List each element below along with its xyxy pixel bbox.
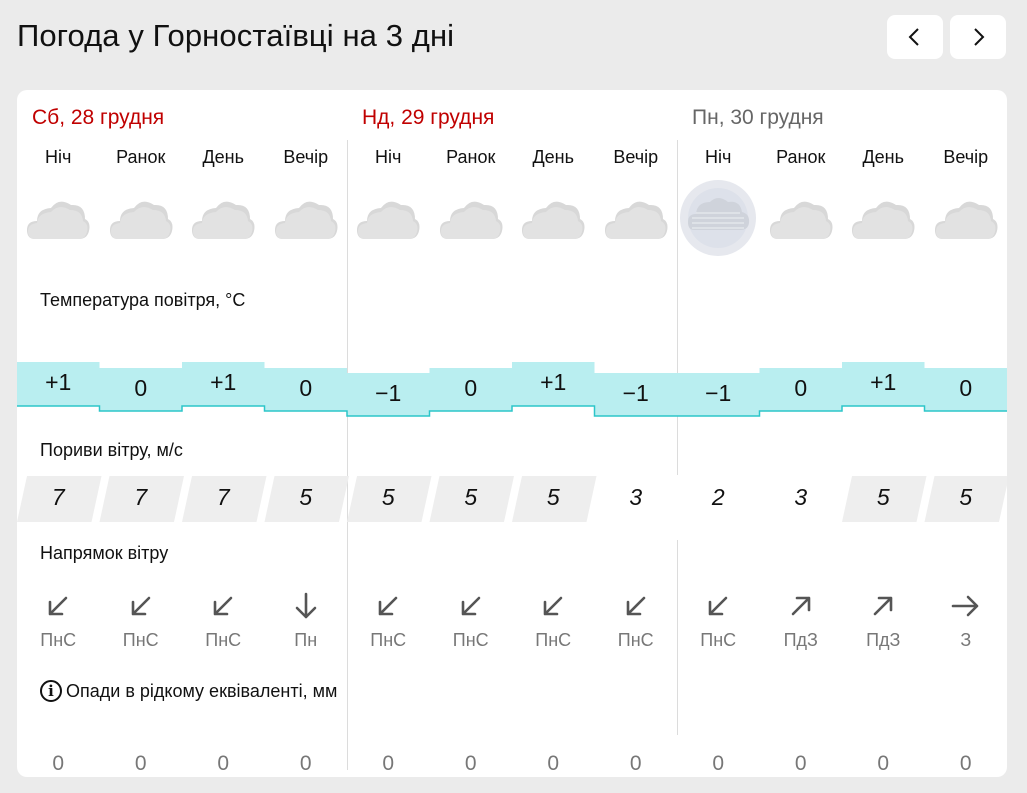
period-label: Вечір (943, 147, 989, 167)
arrow-down-left-icon (620, 590, 652, 622)
prev-button[interactable] (887, 15, 943, 59)
wind-direction-icon-cell (17, 590, 100, 622)
cloudy-icon (760, 188, 843, 248)
wind-direction-value: ПдЗ (783, 630, 818, 650)
next-button[interactable] (950, 15, 1006, 59)
arrow-up-right-icon (867, 590, 899, 622)
day-title: Сб, 28 грудня (32, 106, 165, 129)
wind-gust-value: 5 (464, 484, 478, 510)
period-label: Ранок (776, 147, 826, 167)
info-icon[interactable]: i (40, 680, 62, 702)
temperature-value: 0 (134, 375, 148, 401)
period-label: Ніч (45, 147, 72, 167)
precipitation-label: Опади в рідкому еквіваленті, мм (66, 680, 338, 701)
wind-direction-icon-cell (430, 590, 513, 622)
temperature-label: Температура повітря, °C (40, 290, 246, 310)
period-label: Ранок (446, 147, 496, 167)
cloudy-icon (347, 188, 430, 248)
precipitation-label-row (40, 680, 337, 702)
cloudy-icon (925, 188, 1008, 248)
wind-gust-value: 5 (381, 484, 395, 510)
arrow-up-right-icon (785, 590, 817, 622)
precipitation-value: 0 (217, 752, 230, 775)
precipitation-value: 0 (712, 752, 725, 775)
day-title: Пн, 30 грудня (692, 106, 824, 129)
temperature-value: 0 (299, 375, 313, 401)
period-label: День (202, 147, 245, 167)
precipitation-value: 0 (52, 752, 65, 775)
wind-gust-value: 5 (299, 484, 313, 510)
forecast-card (17, 90, 1007, 777)
period-label: Ранок (116, 147, 166, 167)
wind-direction-icon-cell (595, 590, 678, 622)
precipitation-value: 0 (547, 752, 560, 775)
cloudy-icon (17, 188, 100, 248)
wind-direction-icon-cell (182, 590, 265, 622)
wind-direction-icon-cell (347, 590, 430, 622)
wind-gust-value: 7 (216, 484, 230, 510)
wind-direction-label: Напрямок вітру (40, 543, 169, 563)
cloudy-icon (265, 188, 348, 248)
arrow-down-left-icon (702, 590, 734, 622)
temperature-value: +1 (210, 369, 237, 395)
cloudy-icon (430, 188, 513, 248)
period-label: Ніч (705, 147, 732, 167)
cloudy-icon (512, 188, 595, 248)
period-label: Ніч (375, 147, 402, 167)
wind-direction-icon-cell (265, 590, 348, 622)
arrow-down-left-icon (125, 590, 157, 622)
wind-gust-value: 2 (711, 484, 725, 510)
arrow-down-left-icon (537, 590, 569, 622)
wind-gust-value: 5 (546, 484, 560, 510)
precipitation-value: 0 (959, 752, 972, 775)
wind-gust-value: 5 (876, 484, 890, 510)
precipitation-value: 0 (299, 752, 312, 775)
arrow-down-left-icon (455, 590, 487, 622)
cloudy-icon (100, 188, 183, 248)
precipitation-value: 0 (794, 752, 807, 775)
arrow-down-left-icon (42, 590, 74, 622)
temperature-value: 0 (959, 375, 973, 401)
period-label: День (532, 147, 575, 167)
temperature-value: −1 (705, 380, 732, 406)
day-title: Нд, 29 грудня (362, 106, 495, 129)
precipitation-value: 0 (382, 752, 395, 775)
page-title: Погода у Горностаївці на 3 дні (17, 18, 455, 53)
period-label: Вечір (283, 147, 329, 167)
temperature-value: +1 (540, 369, 567, 395)
wind-direction-icon-cell (100, 590, 183, 622)
wind-direction-value: Пн (294, 630, 318, 650)
temperature-value: 0 (464, 375, 478, 401)
wind-direction-value: ПнС (370, 630, 407, 650)
wind-direction-icon-cell (925, 590, 1008, 622)
wind-direction-value: ПнС (452, 630, 489, 650)
temperature-value: −1 (622, 380, 649, 406)
wind-gust-value: 3 (794, 484, 808, 510)
temperature-value: +1 (870, 369, 897, 395)
wind-direction-value: ПнС (40, 630, 77, 650)
wind-direction-value: ПнС (700, 630, 737, 650)
cloudy-icon (842, 188, 925, 248)
precipitation-value: 0 (464, 752, 477, 775)
wind-direction-value: ПнС (617, 630, 654, 650)
temperature-value: 0 (794, 375, 808, 401)
arrow-right-icon (950, 590, 982, 622)
wind-gust-value: 7 (134, 484, 148, 510)
chevron-right-icon (967, 26, 989, 48)
period-label: День (862, 147, 905, 167)
precipitation-value: 0 (134, 752, 147, 775)
arrow-down-left-icon (372, 590, 404, 622)
arrow-down-icon (290, 590, 322, 622)
wind-direction-value: З (960, 630, 972, 650)
temperature-value: +1 (45, 369, 72, 395)
wind-direction-icon-cell (760, 590, 843, 622)
wind-direction-value: ПнС (122, 630, 159, 650)
precipitation-value: 0 (877, 752, 890, 775)
wind-direction-value: ПнС (205, 630, 242, 650)
temperature-value: −1 (375, 380, 402, 406)
cloudy-fog-icon (677, 188, 760, 248)
cloudy-icon (182, 188, 265, 248)
wind-direction-value: ПнС (535, 630, 572, 650)
wind-direction-icon-cell (677, 590, 760, 622)
wind-direction-value: ПдЗ (866, 630, 901, 650)
wind-gusts-label: Пориви вітру, м/с (40, 440, 183, 460)
wind-direction-icon-cell (512, 590, 595, 622)
wind-gust-value: 3 (629, 484, 643, 510)
wind-gust-value: 5 (959, 484, 973, 510)
arrow-down-left-icon (207, 590, 239, 622)
wind-gust-value: 7 (51, 484, 65, 510)
precipitation-value: 0 (629, 752, 642, 775)
cloudy-icon (595, 188, 678, 248)
chevron-left-icon (904, 26, 926, 48)
period-label: Вечір (613, 147, 659, 167)
wind-direction-icon-cell (842, 590, 925, 622)
